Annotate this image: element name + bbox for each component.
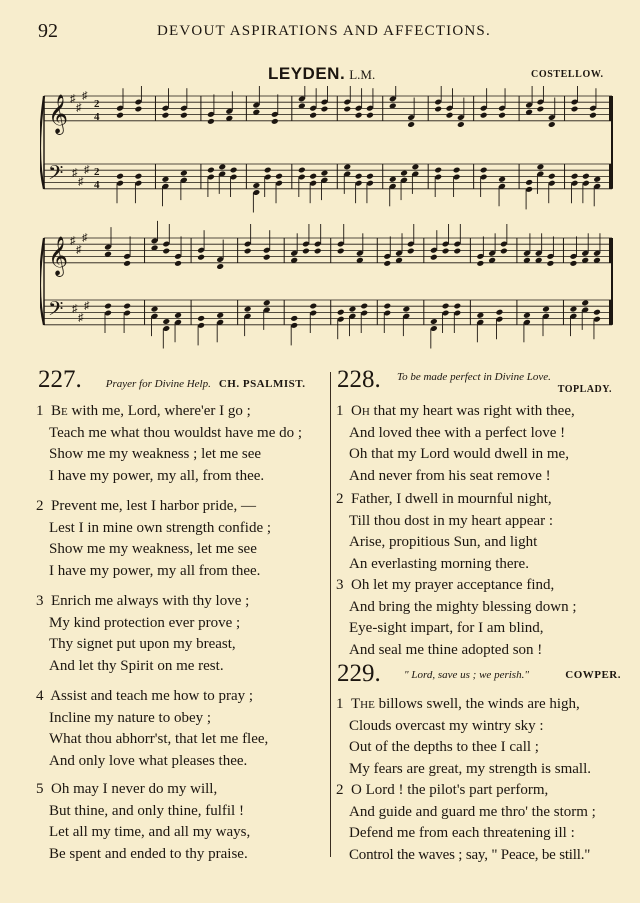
- verse-line: Oh may I never do my will,: [51, 781, 218, 797]
- note-head: [546, 260, 554, 267]
- sharp-sign: ♯: [70, 235, 76, 247]
- verse-line: And guide and guard me thro' the storm ;: [349, 803, 596, 820]
- stanza-first-word: Oh: [351, 403, 370, 419]
- note-head: [123, 260, 131, 267]
- note-head: [525, 179, 533, 186]
- stanza-number: 1: [336, 696, 344, 712]
- bass-clef: 𝄢: [48, 296, 64, 325]
- verse-line: Show me my weakness ; let me see: [49, 446, 262, 462]
- verse-line: And only love what pleases thee.: [49, 752, 248, 769]
- hymn-229-stanza-2: [336, 780, 596, 866]
- verse-line: Incline my nature to obey ;: [49, 709, 212, 726]
- hymn-228-stanza-1: [336, 401, 575, 487]
- verse-line: And never from his seat remove !: [349, 467, 551, 484]
- stanza-number: 2: [36, 498, 44, 514]
- treble-clef: 𝄞: [48, 235, 69, 276]
- note-head: [197, 315, 205, 322]
- tune-heading: [268, 64, 375, 84]
- verse-line: An everlasting morning there.: [349, 555, 529, 572]
- verse-line: Clouds overcast my wintry sky :: [349, 717, 544, 734]
- tune-meter: L.M.: [349, 67, 376, 82]
- verse-line: Arise, propitious Sun, and light: [349, 534, 538, 550]
- note-head: [244, 248, 252, 255]
- hymn-author: COWPER.: [565, 669, 621, 681]
- column-divider: [330, 372, 331, 857]
- verse-line: And seal me thine adopted son !: [349, 641, 543, 658]
- note-head: [442, 248, 450, 255]
- sharp-sign: ♯: [82, 90, 88, 102]
- stanza-first-word: Be: [51, 403, 68, 419]
- stanza-number: 3: [36, 593, 44, 609]
- verse-line: Assist and teach me how to pray ;: [50, 688, 254, 704]
- note-head: [430, 254, 438, 261]
- note-head: [263, 300, 271, 307]
- note-head: [207, 118, 215, 125]
- note-head: [400, 170, 408, 177]
- note-head: [442, 303, 450, 310]
- page-number: 92: [38, 20, 58, 42]
- note-head: [309, 173, 317, 180]
- note-head: [271, 118, 279, 125]
- hymn-number: 227.: [38, 366, 82, 393]
- note-head: [275, 173, 283, 180]
- note-head: [498, 112, 506, 119]
- hymn-227-stanza-1: [36, 401, 302, 487]
- note-head: [411, 164, 419, 171]
- note-head: [162, 248, 170, 255]
- verse-line: And bring the mighty blessing down ;: [349, 598, 577, 615]
- time-signature-top: 2: [94, 98, 100, 110]
- sharp-sign: ♯: [76, 244, 82, 256]
- verse-line: But thine, and only thine, fulfil !: [49, 802, 244, 819]
- verse-line: billows swell, the winds are high,: [374, 696, 580, 712]
- verse-line: Till thou dost in my heart appear :: [349, 512, 554, 529]
- note-head: [430, 318, 438, 325]
- note-head: [116, 173, 124, 180]
- verse-line: Lest I in mine own strength confide ;: [49, 519, 272, 536]
- note-head: [476, 312, 484, 319]
- note-head: [230, 167, 238, 174]
- verse-line: Thy signet put upon my breast,: [49, 636, 236, 652]
- note-head: [360, 303, 368, 310]
- note-head: [321, 170, 329, 177]
- note-head: [453, 248, 461, 255]
- note-head: [180, 112, 188, 119]
- hymn-227-stanza-4: [36, 686, 268, 772]
- verse-line: Oh that my Lord would dwell in me,: [349, 446, 569, 462]
- stanza-number: 4: [36, 688, 44, 704]
- note-head: [402, 306, 410, 313]
- note-head: [207, 167, 215, 174]
- stanza-number: 2: [336, 782, 344, 798]
- note-head: [434, 167, 442, 174]
- sharp-sign: ♯: [76, 102, 82, 114]
- time-signature-bottom: 4: [94, 179, 100, 191]
- note-head: [383, 303, 391, 310]
- verse-line: with me, Lord, where'er I go ;: [67, 403, 251, 419]
- hymn-228-stanza-2: [336, 489, 553, 575]
- verse-line: I have my power, my all from thee.: [49, 562, 261, 579]
- verse-line: Show me my weakness, let me see: [49, 541, 257, 557]
- note-head: [480, 167, 488, 174]
- note-head: [542, 306, 550, 313]
- hymn-227-stanza-3: [36, 591, 249, 677]
- treble-clef: 𝄞: [48, 93, 69, 134]
- verse-line: Enrich me always with thy love ;: [51, 593, 250, 609]
- hymn-author: TOPLADY.: [557, 384, 612, 395]
- verse-line: Be spent and ended to thy praise.: [49, 845, 248, 862]
- sharp-sign: ♯: [84, 164, 90, 176]
- note-head: [582, 173, 590, 180]
- note-head: [355, 173, 363, 180]
- note-head: [309, 303, 317, 310]
- hymn-228-heading: [337, 366, 612, 400]
- running-title: DEVOUT ASPIRATIONS AND AFFECTIONS.: [157, 23, 491, 39]
- sharp-sign: ♯: [78, 312, 84, 324]
- hymn-227-stanza-5: [36, 779, 250, 865]
- hymn-caption: Prayer for Divine Help.: [105, 378, 211, 390]
- hymn-227-stanza-2: [36, 496, 271, 582]
- tune-composer: COSTELLOW.: [531, 69, 604, 80]
- note-head: [134, 173, 142, 180]
- note-head: [290, 315, 298, 322]
- note-head: [536, 164, 544, 171]
- note-head: [366, 112, 374, 119]
- stanza-number: 3: [336, 577, 344, 593]
- verse-line: Eye-sight impart, for I am blind,: [349, 620, 544, 636]
- note-head: [548, 121, 556, 128]
- note-head: [337, 309, 345, 316]
- time-signature-top: 2: [94, 166, 100, 178]
- hymn-caption: To be made perfect in Divine Love.: [397, 371, 551, 383]
- verse-line: Prevent me, lest I harbor pride, —: [51, 498, 256, 514]
- note-head: [589, 112, 597, 119]
- bass-clef: 𝄢: [48, 160, 64, 189]
- verse-line: And loved thee with a perfect love !: [349, 424, 566, 441]
- note-head: [446, 112, 454, 119]
- note-head: [123, 303, 131, 310]
- note-head: [453, 303, 461, 310]
- note-head: [151, 306, 159, 313]
- note-head: [407, 248, 415, 255]
- note-head: [174, 312, 182, 319]
- note-head: [498, 176, 506, 183]
- note-head: [343, 106, 351, 113]
- note-head: [355, 112, 363, 119]
- note-head: [383, 260, 391, 267]
- verse-line: My kind protection ever prove ;: [49, 614, 241, 631]
- note-head: [343, 164, 351, 171]
- note-head: [174, 260, 182, 267]
- note-head: [216, 263, 224, 270]
- note-head: [389, 176, 397, 183]
- verse-line: Defend me from each threatening ill :: [349, 825, 575, 841]
- note-head: [349, 306, 357, 313]
- note-head: [570, 306, 578, 313]
- verse-line: What thou abhorr'st, that let me flee,: [49, 731, 269, 747]
- note-head: [581, 300, 589, 307]
- note-head: [134, 106, 142, 113]
- sharp-sign: ♯: [84, 300, 90, 312]
- verse-line: Let all my time, and all my ways,: [49, 824, 251, 840]
- note-head: [548, 173, 556, 180]
- music-score: [40, 86, 615, 356]
- note-head: [180, 170, 188, 177]
- note-head: [570, 260, 578, 267]
- hymn-227-heading: [38, 366, 328, 394]
- note-head: [571, 106, 579, 113]
- note-head: [116, 112, 124, 119]
- hymn-number: 228.: [337, 366, 381, 393]
- note-head: [314, 248, 322, 255]
- note-head: [457, 121, 465, 128]
- sharp-sign: ♯: [70, 93, 76, 105]
- stanza-number: 5: [36, 781, 44, 797]
- time-signature-bottom: 4: [94, 111, 100, 123]
- sharp-sign: ♯: [72, 303, 78, 315]
- hymn-number: 229.: [337, 660, 381, 687]
- verse-line: Control the waves ; say, " Peace, be still.": [349, 846, 591, 863]
- note-head: [434, 106, 442, 113]
- note-head: [162, 176, 170, 183]
- note-head: [476, 260, 484, 267]
- hymn-228-stanza-3: [336, 575, 577, 661]
- verse-line: Oh let my prayer acceptance find,: [351, 577, 555, 593]
- sharp-sign: ♯: [72, 167, 78, 179]
- verse-line: Teach me what thou wouldst have me do ;: [49, 424, 303, 441]
- verse-line: Out of the depths to thee I call ;: [349, 739, 539, 755]
- hymn-229-stanza-1: [336, 694, 591, 780]
- note-head: [593, 309, 601, 316]
- note-head: [593, 176, 601, 183]
- note-head: [263, 254, 271, 261]
- note-head: [104, 303, 112, 310]
- verse-line: And let thy Spirit on me rest.: [49, 657, 224, 674]
- note-head: [218, 164, 226, 171]
- note-head: [302, 248, 310, 255]
- note-head: [162, 112, 170, 119]
- tune-name: LEYDEN.: [268, 64, 346, 83]
- note-head: [500, 248, 508, 255]
- hymn-caption: " Lord, save us ; we perish.": [404, 669, 529, 681]
- note-head: [162, 318, 170, 325]
- stanza-number: 2: [336, 491, 344, 507]
- note-head: [216, 312, 224, 319]
- note-head: [309, 112, 317, 119]
- stanza-first-word: The: [351, 696, 375, 712]
- sharp-sign: ♯: [82, 232, 88, 244]
- note-head: [407, 121, 415, 128]
- hymn-author: CH. PSALMIST.: [218, 378, 306, 390]
- note-head: [480, 112, 488, 119]
- note-head: [244, 306, 252, 313]
- note-head: [571, 173, 579, 180]
- note-head: [523, 312, 531, 319]
- stanza-number: 1: [36, 403, 44, 419]
- verse-line: My fears are great, my strength is small.: [349, 760, 592, 777]
- sharp-sign: ♯: [78, 176, 84, 188]
- verse-line: O Lord ! the pilot's part perform,: [351, 782, 549, 798]
- note-head: [496, 309, 504, 316]
- verse-line: I have my power, my all, from thee.: [49, 467, 265, 484]
- note-head: [197, 254, 205, 261]
- verse-line: Father, I dwell in mournful night,: [351, 491, 552, 507]
- stanza-number: 1: [336, 403, 344, 419]
- note-head: [298, 167, 306, 174]
- note-head: [453, 167, 461, 174]
- note-head: [321, 106, 329, 113]
- note-head: [366, 173, 374, 180]
- verse-line: that my heart was right with thee,: [369, 403, 575, 419]
- note-head: [264, 167, 272, 174]
- note-head: [536, 106, 544, 113]
- note-head: [337, 248, 345, 255]
- note-head: [252, 182, 260, 189]
- hymn-229-heading: [337, 660, 621, 692]
